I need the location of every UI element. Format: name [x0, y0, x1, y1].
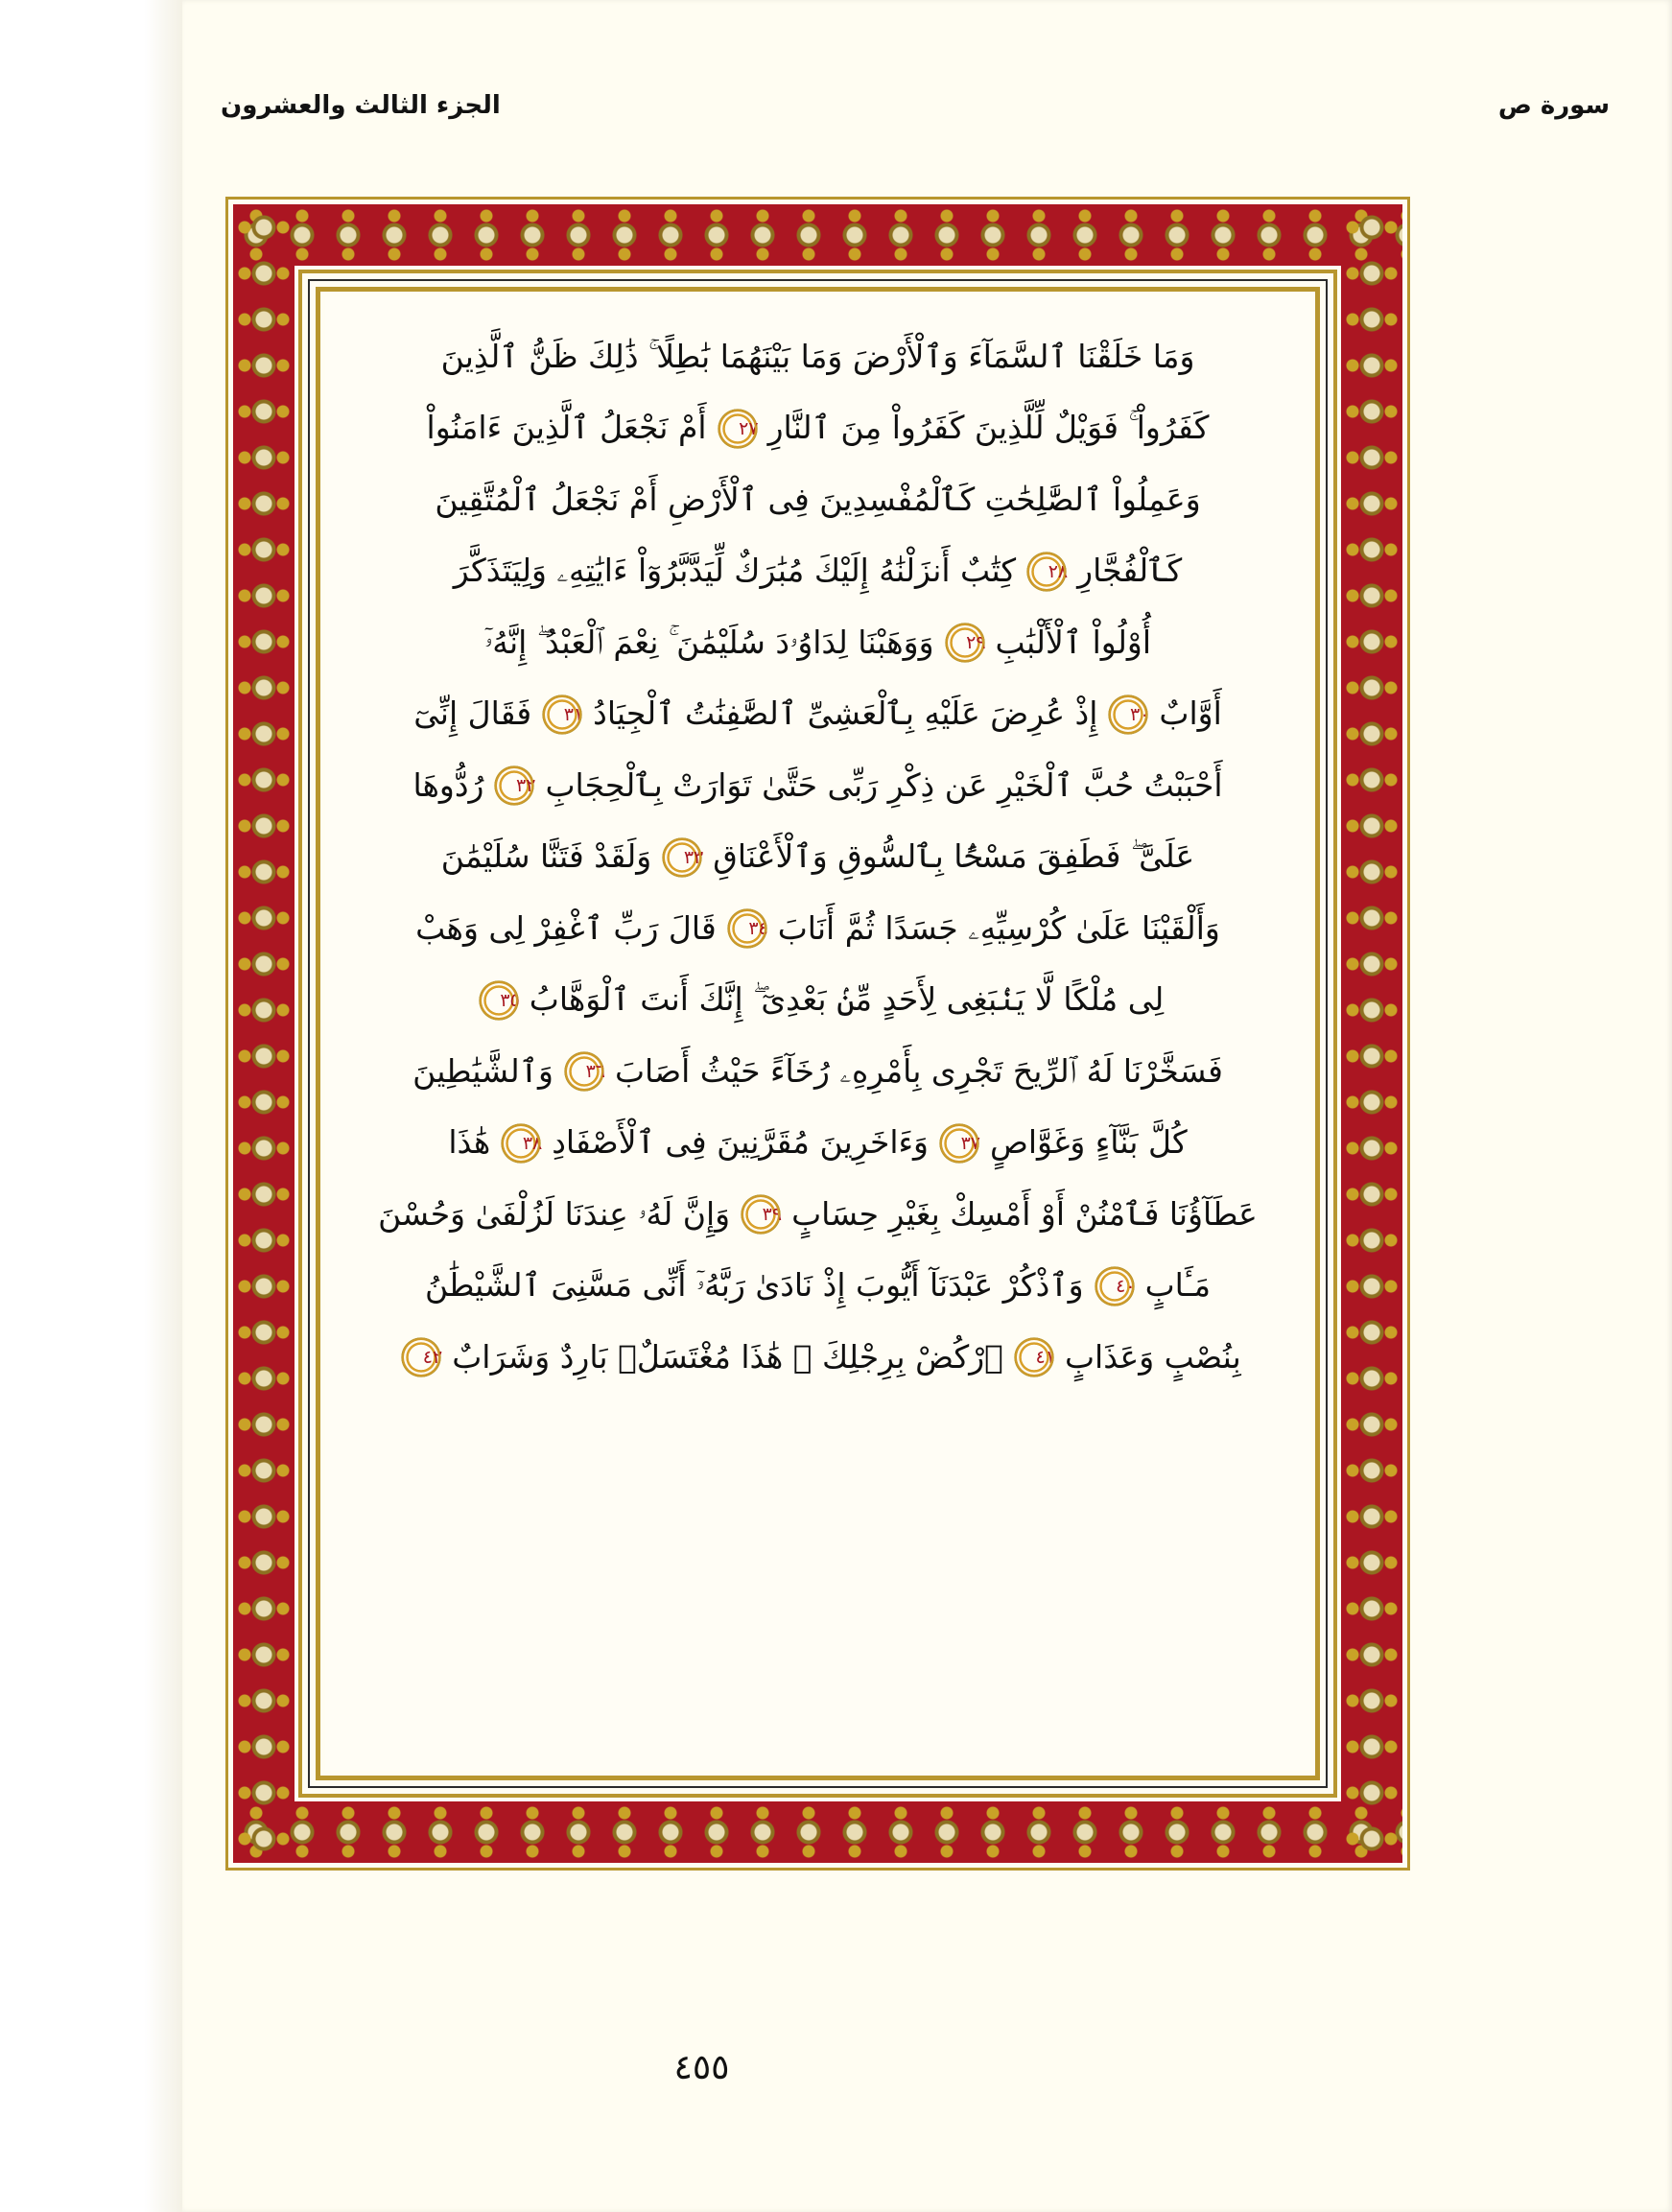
page-header: [221, 91, 1611, 149]
ayah-number-medallion: ٣١: [541, 694, 583, 736]
ayah-text-segment: فَسَخَّرْنَا لَهُ ٱلرِّيحَ تَجْرِى بِأَمْرِهِۦ رُخَآءً حَيْثُ أَصَابَ: [614, 1051, 1223, 1090]
ayah-line: [346, 679, 1289, 751]
ayah-line: [346, 1251, 1289, 1323]
page-number: [0, 2048, 1672, 2087]
ayah-text-segment: وَإِنَّ لَهُۥ عِندَنَا لَزُلْفَىٰ وَحُسْنَ: [378, 1194, 731, 1233]
ornamental-frame: [225, 197, 1410, 1871]
ayah-text-segment: وَٱذْكُرْ عَبْدَنَآ أَيُّوبَ إِذْ نَادَىٰ رَبَّهُۥٓ أَنِّى مَسَّنِىَ ٱلشَّيْطَٰنُ: [424, 1266, 1084, 1305]
ayah-number-medallion: ٤١: [1013, 1336, 1055, 1378]
ayah-line: [346, 607, 1289, 679]
ayah-number-medallion: ٣٥: [478, 979, 520, 1022]
page-outside-margin: [0, 0, 146, 2212]
ayah-text-segment: إِذْ عُرِضَ عَلَيْهِ بِٱلْعَشِىِّ ٱلصَّٰفِنَٰتُ ٱلْجِيَادُ: [593, 694, 1098, 733]
ayah-text-segment: وَلَقَدْ فَتَنَّا سُلَيْمَٰنَ: [440, 837, 652, 876]
ayah-text-segment: فَقَالَ إِنِّىٓ: [413, 694, 532, 733]
page-number-value: ٤٥٥: [673, 2048, 730, 2087]
ayah-line: [346, 464, 1289, 536]
ayah-text-segment: وَوَهَبْنَا لِدَاوُۥدَ سُلَيْمَٰنَ ۚ نِعْمَ ٱلْعَبْدُ ۖ إِنَّهُۥٓ: [484, 623, 934, 661]
ayah-number-medallion: ٣٨: [500, 1122, 542, 1165]
ayah-number-medallion: ٢٨: [1025, 551, 1068, 593]
ayah-line: [346, 1036, 1289, 1108]
ayah-line: [346, 536, 1289, 608]
ayah-line: [346, 893, 1289, 965]
page-gutter: [144, 0, 184, 2212]
ayah-number-medallion: ٣٢: [493, 765, 535, 807]
ayah-text-segment: وَءَاخَرِينَ مُقَرَّنِينَ فِى ٱلْأَصْفَادِ: [552, 1123, 929, 1162]
ayah-line: [346, 1322, 1289, 1394]
ayah-number-medallion: ٢٧: [717, 408, 759, 450]
ayah-line: [346, 965, 1289, 1037]
ayah-text-segment: وَمَا خَلَقْنَا ٱلسَّمَآءَ وَٱلْأَرْضَ وَمَا بَيْنَهُمَا بَٰطِلًا ۚ ذَٰلِكَ ظَنُّ ٱلَّذِينَ: [440, 337, 1195, 375]
ayah-number-medallion: ٣٠: [1107, 694, 1149, 736]
juz-label: الجزء الثالث والعشرون: [221, 91, 501, 120]
ayah-text-segment: أَوَّابٌ: [1159, 694, 1222, 733]
ayah-text-segment: ٱرْكُضْ بِرِجْلِكَ ۖ هَٰذَا مُغْتَسَلٌۢ بَارِدٌ وَشَرَابٌ: [452, 1337, 1003, 1376]
frame-band-top-motif: [233, 204, 1402, 266]
ayah-line: [346, 393, 1289, 465]
ayah-text-segment: كُلَّ بَنَّآءٍ وَغَوَّاصٍ: [989, 1123, 1188, 1162]
ayah-number-medallion: ٣٩: [740, 1193, 782, 1235]
ayah-line: [346, 1108, 1289, 1180]
ayah-line: [346, 822, 1289, 894]
frame-band-bottom-motif: [233, 1801, 1402, 1863]
ayah-number-medallion: ٣٦: [563, 1050, 605, 1093]
ayah-number-medallion: ٤٢: [400, 1336, 442, 1378]
ayah-text-segment: كَفَرُواْ ۚ فَوَيْلٌ لِّلَّذِينَ كَفَرُواْ مِنَ ٱلنَّارِ: [767, 409, 1210, 447]
ayah-text-segment: عَطَآؤُنَا فَٱمْنُنْ أَوْ أَمْسِكْ بِغَيْرِ حِسَابٍ: [791, 1194, 1258, 1233]
ayah-text-segment: كِتَٰبٌ أَنزَلْنَٰهُ إِلَيْكَ مُبَٰرَكٌ لِّيَدَّبَّرُوٓاْ ءَايَٰتِهِۦ وَلِيَتَذَكَّرَ: [453, 552, 1017, 590]
ayah-text-segment: قَالَ رَبِّ ٱغْفِرْ لِى وَهَبْ: [415, 908, 717, 947]
ayah-line: [346, 750, 1289, 822]
frame-band-left-motif: [233, 204, 294, 1863]
ayah-number-medallion: ٢٩: [944, 622, 986, 664]
ayah-text-segment: وَعَمِلُواْ ٱلصَّٰلِحَٰتِ كَٱلْمُفْسِدِينَ فِى ٱلْأَرْضِ أَمْ نَجْعَلُ ٱلْمُتَّقِينَ: [435, 480, 1201, 518]
ayah-text-segment: أُوْلُواْ ٱلْأَلْبَٰبِ: [995, 623, 1151, 661]
ayah-number-medallion: ٤٠: [1094, 1265, 1136, 1307]
ayah-number-medallion: ٣٧: [938, 1122, 980, 1165]
ayah-text-segment: لِى مُلْكًا لَّا يَنۢبَغِى لِأَحَدٍ مِّنۢ بَعْدِىٓ ۖ إِنَّكَ أَنتَ ٱلْوَهَّابُ: [529, 980, 1165, 1019]
ayah-text-segment: وَٱلشَّيَٰطِينَ: [412, 1051, 553, 1090]
ayah-line: [346, 321, 1289, 393]
ayah-text-segment: وَأَلْقَيْنَا عَلَىٰ كُرْسِيِّهِۦ جَسَدًا ثُمَّ أَنَابَ: [777, 908, 1220, 947]
ayah-text-segment: مَـَٔابٍ: [1144, 1266, 1212, 1305]
ayah-line: [346, 1179, 1289, 1251]
frame-band-right-motif: [1341, 204, 1402, 1863]
ayah-text-segment: كَٱلْفُجَّارِ: [1077, 552, 1183, 590]
ayah-line-stack: [325, 296, 1310, 1771]
ayah-text-segment: بِنُصْبٍ وَعَذَابٍ: [1064, 1337, 1241, 1376]
ayah-number-medallion: ٣٤: [726, 907, 768, 950]
ayah-text-segment: أَمْ نَجْعَلُ ٱلَّذِينَ ءَامَنُواْ: [426, 409, 707, 447]
quran-text-field: [325, 296, 1310, 1771]
ayah-text-segment: عَلَىَّ ۖ فَطَفِقَ مَسْحًۢا بِٱلسُّوقِ وَٱلْأَعْنَاقِ: [713, 837, 1195, 876]
ayah-number-medallion: ٣٣: [661, 836, 703, 879]
surah-label: سورة ص: [1497, 91, 1611, 120]
ayah-text-segment: هَٰذَا: [448, 1123, 491, 1162]
ayah-text-segment: رُدُّوهَا: [412, 765, 484, 804]
ayah-text-segment: أَحْبَبْتُ حُبَّ ٱلْخَيْرِ عَن ذِكْرِ رَبِّى حَتَّىٰ تَوَارَتْ بِٱلْحِجَابِ: [545, 765, 1223, 804]
